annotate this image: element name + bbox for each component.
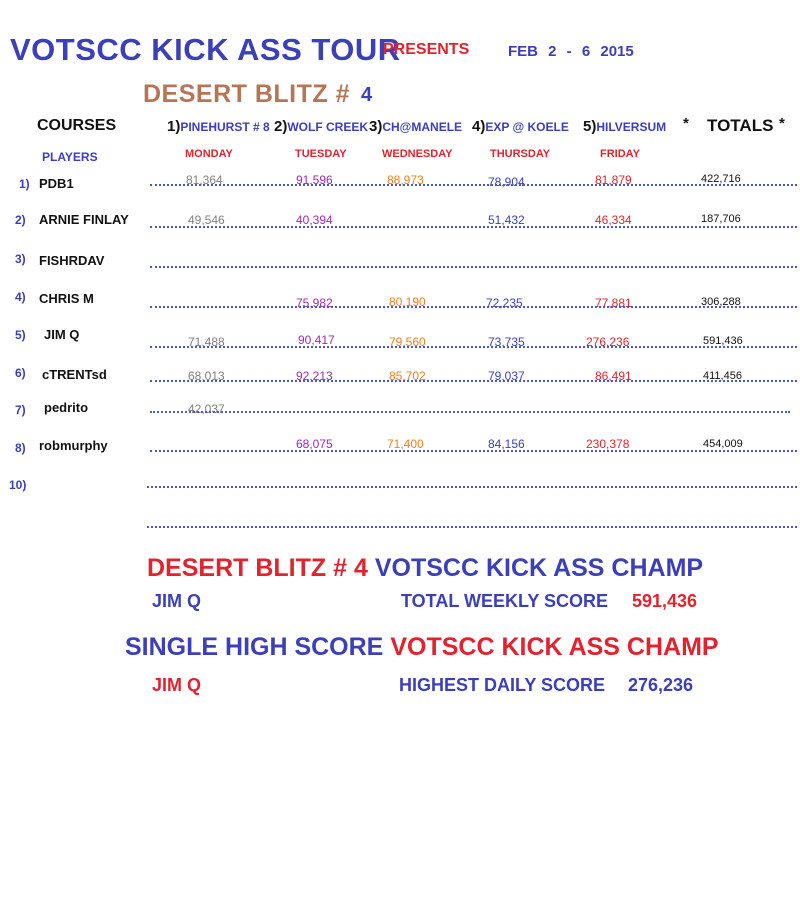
row-divider [150, 226, 797, 228]
row-divider [150, 306, 797, 308]
score-monday: 42,037 [188, 402, 225, 416]
score-total: 306,288 [701, 296, 741, 308]
score-wednesday: 79,560 [389, 335, 426, 349]
row-divider [150, 266, 797, 268]
course-name: HILVERSUM [596, 120, 667, 134]
weekly-champ-label: VOTSCC KICK ASS CHAMP [374, 554, 704, 582]
weekly-champ-heading [147, 554, 703, 583]
player-rank: 2) [15, 213, 26, 227]
player-rank: 1) [19, 177, 30, 191]
score-total: 411,456 [703, 370, 742, 382]
score-total: 422,716 [701, 173, 741, 185]
day-thursday: THURSDAY [490, 148, 551, 160]
single-champ-label: VOTSCC KICK ASS CHAMP [390, 633, 719, 661]
player-name: FISHRDAV [39, 253, 105, 268]
score-friday: 46,334 [595, 213, 632, 227]
score-thursday: 73,735 [488, 335, 525, 349]
score-monday: 49,546 [188, 213, 225, 227]
course-name: PINEHURST # 8 [180, 120, 270, 134]
event-number: 4 [361, 84, 373, 106]
player-name: ARNIE FINLAY [39, 212, 129, 227]
score-friday: 230,378 [586, 437, 630, 451]
player-rank: 8) [15, 441, 26, 455]
player-rank: 4) [15, 290, 26, 304]
score-thursday: 84,156 [488, 437, 525, 451]
day-monday: MONDAY [185, 148, 233, 160]
player-rank: 10) [9, 478, 27, 492]
score-monday: 71,488 [188, 335, 225, 349]
score-total: 454,009 [703, 438, 743, 450]
row-divider [150, 380, 797, 382]
weekly-score-label: TOTAL WEEKLY SCORE [401, 591, 609, 611]
weekly-winner: JIM Q [152, 591, 202, 611]
score-thursday: 72,235 [486, 296, 523, 310]
single-winner: JIM Q [152, 675, 202, 695]
score-wednesday: 85,702 [389, 369, 426, 383]
score-wednesday: 80,190 [389, 295, 426, 309]
score-tuesday: 92,213 [296, 369, 333, 383]
player-name: pedrito [44, 400, 89, 415]
score-monday: 68,013 [188, 369, 225, 383]
presents-label: PRESENTS [383, 41, 470, 58]
score-friday: 77,881 [595, 296, 632, 310]
player-rank: 7) [15, 403, 26, 417]
player-name: CHRIS M [39, 291, 94, 306]
course-number: 2) [274, 118, 288, 135]
players-label: PLAYERS [42, 150, 98, 164]
day-wednesday: WEDNESDAY [382, 148, 453, 160]
course-name: EXP @ KOELE [485, 120, 569, 134]
row-divider [150, 184, 797, 186]
single-score-value: 276,236 [628, 675, 694, 695]
player-name: robmurphy [39, 438, 108, 453]
score-friday: 86,491 [595, 369, 632, 383]
score-tuesday: 91,596 [296, 173, 333, 187]
course-number: 1) [167, 118, 181, 135]
course-name: WOLF CREEK [287, 120, 369, 134]
score-friday: 81,879 [595, 173, 632, 187]
course-1-header [167, 118, 270, 135]
score-tuesday: 90,417 [298, 333, 335, 347]
score-total: 591,436 [703, 335, 743, 347]
row-divider [150, 450, 797, 452]
row-divider [150, 411, 790, 413]
course-4-header [472, 118, 569, 135]
course-5-header [583, 118, 666, 135]
totals-label: TOTALS [707, 116, 774, 135]
player-name: PDB1 [39, 176, 74, 191]
course-number: 5) [583, 118, 597, 135]
player-rank: 5) [15, 328, 26, 342]
player-name: cTRENTsd [42, 367, 107, 382]
score-friday: 276,236 [586, 335, 630, 349]
courses-label: COURSES [37, 117, 117, 134]
tour-title: VOTSCC KICK ASS TOUR [10, 32, 401, 67]
score-wednesday: 88,973 [387, 173, 424, 187]
score-wednesday: 71,400 [387, 437, 424, 451]
row-divider [147, 486, 797, 488]
event-name: DESERT BLITZ # [143, 80, 351, 108]
score-monday: 81,364 [186, 173, 223, 187]
course-number: 3) [369, 118, 383, 135]
course-name: CH@MANELE [382, 120, 463, 134]
day-tuesday: TUESDAY [295, 148, 347, 160]
single-high-label: SINGLE HIGH SCORE [125, 633, 384, 661]
score-tuesday: 75,982 [296, 296, 333, 310]
single-score-label: HIGHEST DAILY SCORE [399, 675, 606, 695]
player-rank: 6) [15, 366, 26, 380]
weekly-score-value: 591,436 [632, 591, 698, 611]
course-3-header [369, 118, 462, 135]
score-thursday: 79,037 [488, 369, 525, 383]
row-divider [147, 526, 797, 528]
course-2-header [274, 118, 368, 135]
course-number: 4) [472, 118, 486, 135]
player-rank: 3) [15, 252, 26, 266]
day-friday: FRIDAY [600, 148, 640, 160]
score-thursday: 51,432 [488, 213, 525, 227]
row-divider [150, 346, 797, 348]
score-tuesday: 68,075 [296, 437, 333, 451]
score-total: 187,706 [701, 213, 741, 225]
score-tuesday: 40,394 [296, 213, 333, 227]
event-dates: FEB 2 - 6 2015 [508, 43, 634, 60]
player-name: JIM Q [44, 327, 80, 342]
weekly-event-label: DESERT BLITZ # 4 [147, 554, 368, 582]
score-thursday: 78,904 [488, 175, 525, 189]
asterisk-mark: * [683, 115, 689, 132]
asterisk-mark: * [779, 115, 785, 132]
single-champ-heading [125, 633, 719, 662]
